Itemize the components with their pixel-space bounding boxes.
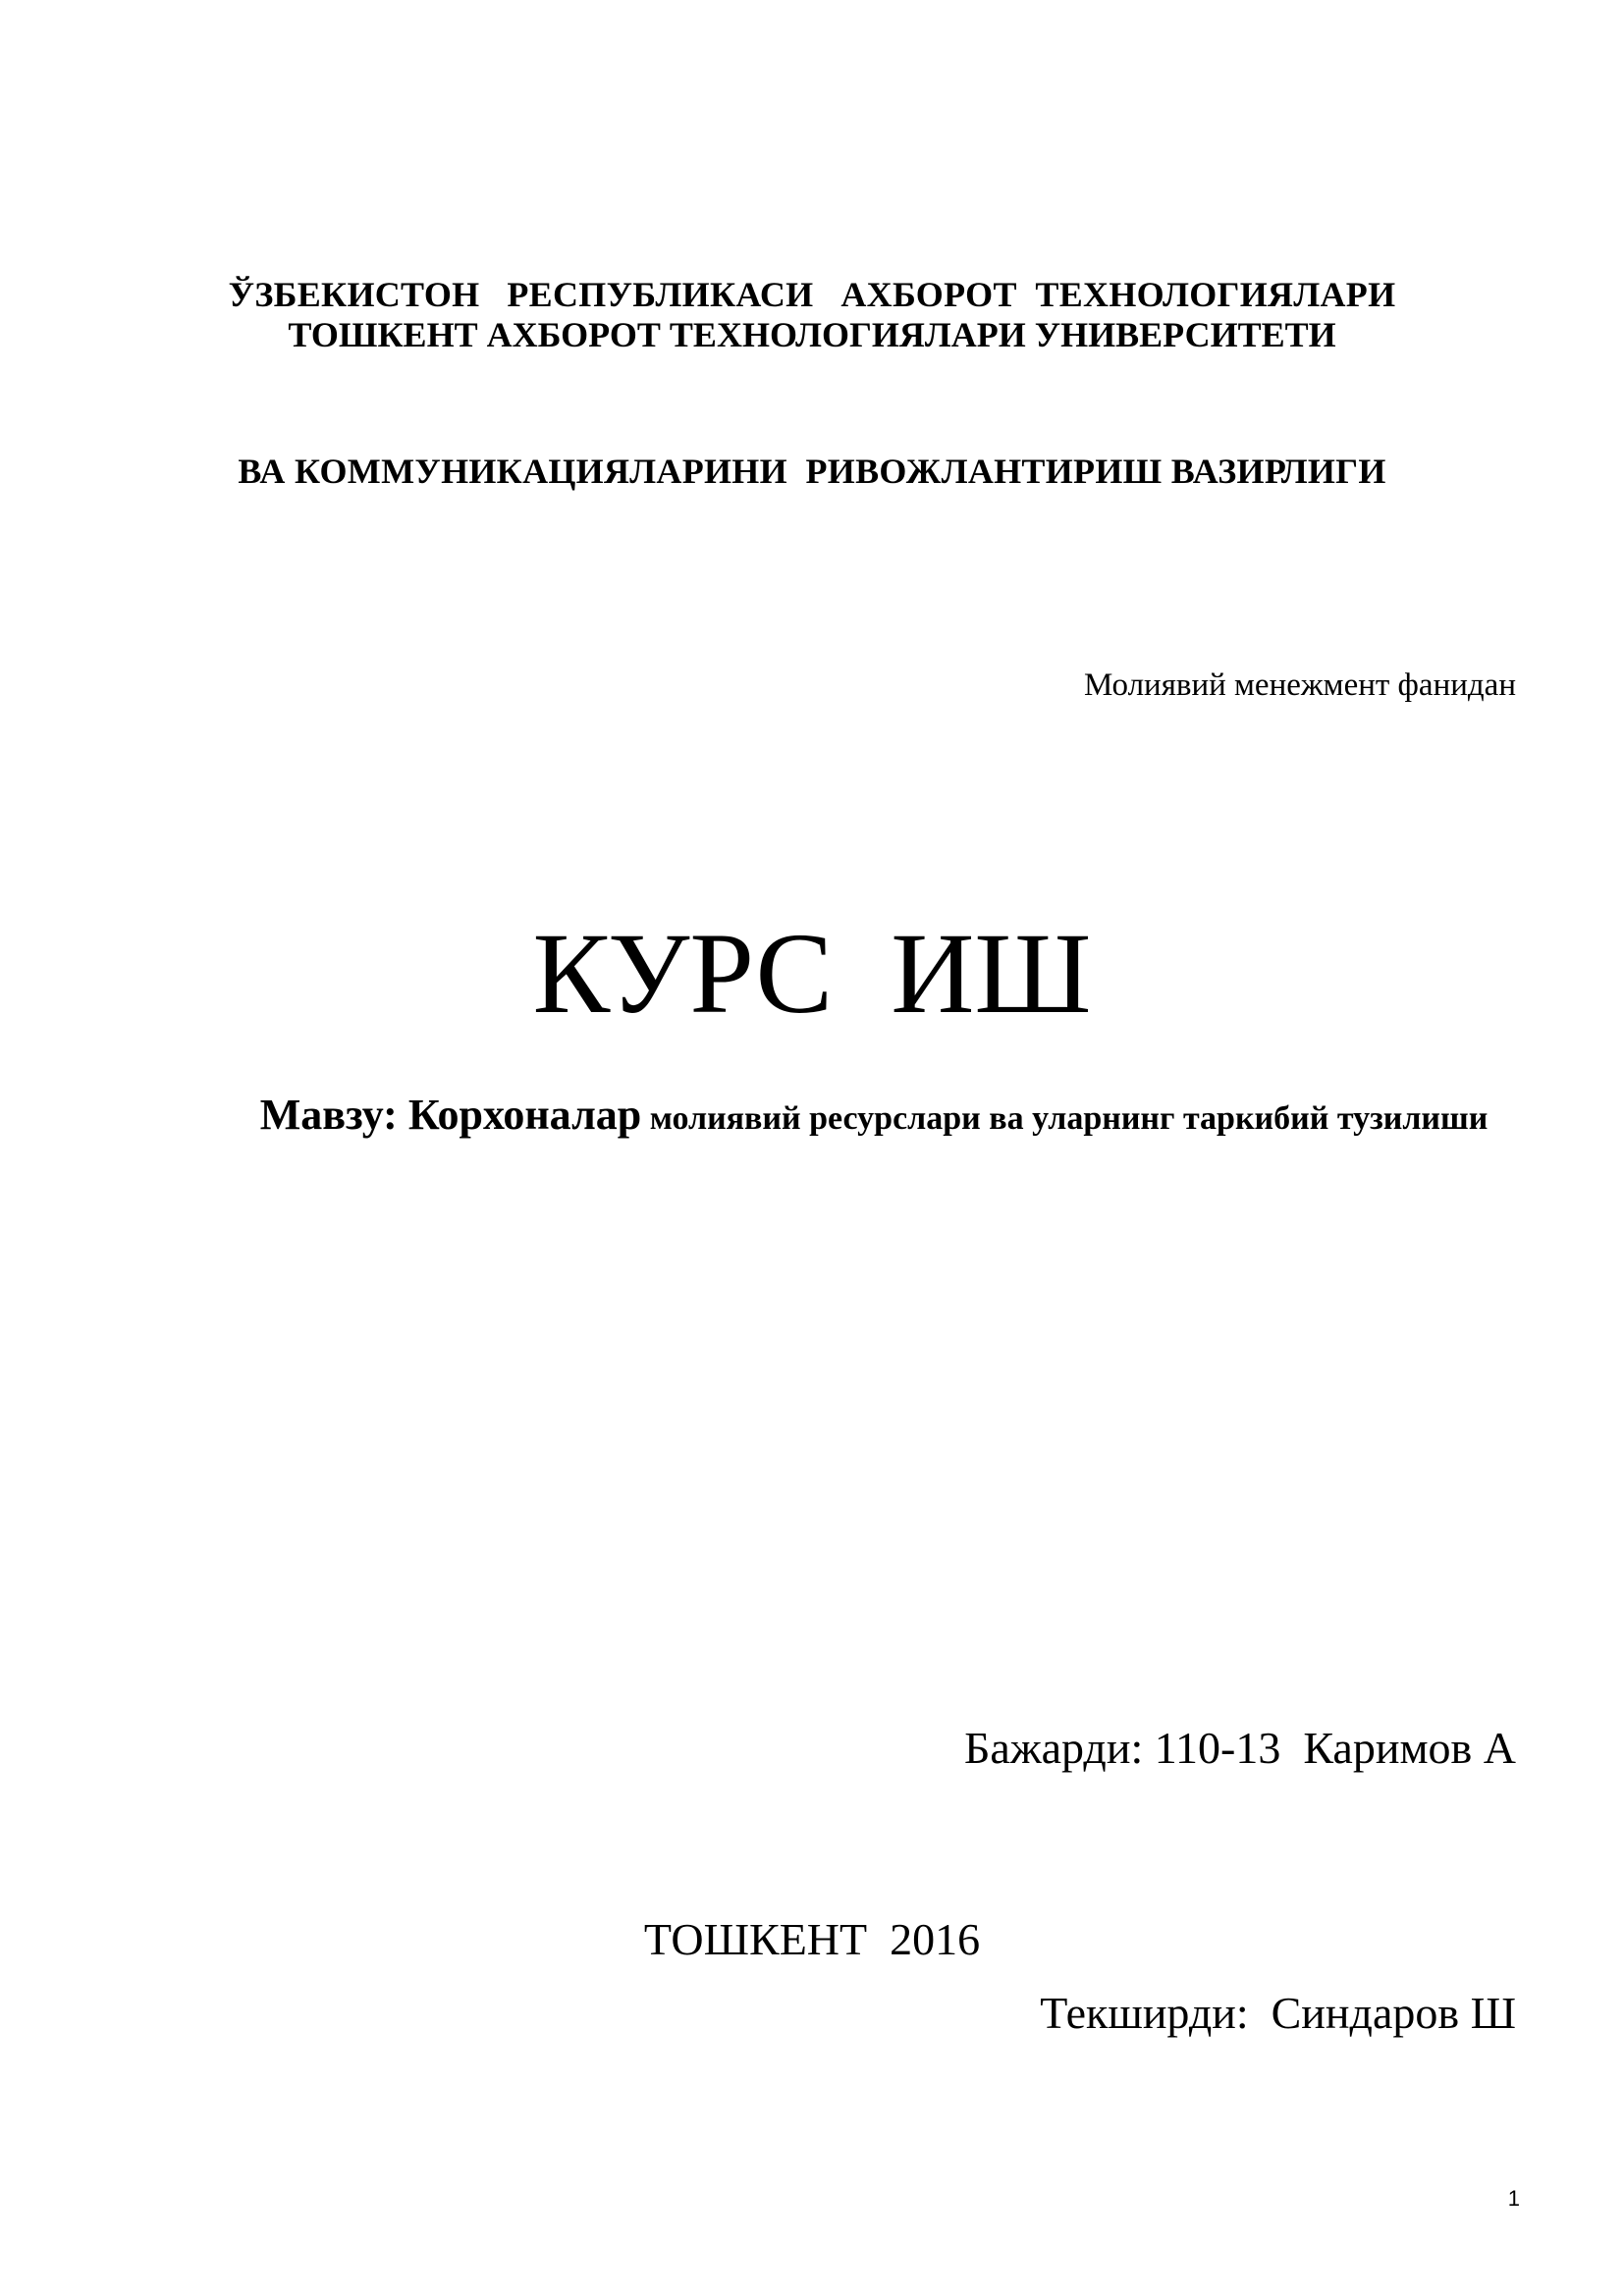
topic-block [236,1088,1512,1152]
signatures-block [964,1527,1516,2234]
checked-by: Текширди: Синдаров Ш [1040,1988,1516,2038]
topic-rest: молиявий ресурслари ва уларнинг таркибий тузилиши [641,1100,1489,1137]
document-title: КУРС ИШ [532,909,1092,1038]
university-heading: ТОШКЕНТ АХБОРОТ ТЕХНОЛОГИЯЛАРИ УНИВЕРСИТЕТИ [288,315,1336,354]
ministry-line-1: ЎЗБЕКИСТОН РЕСПУБЛИКАСИ АХБОРОТ ТЕХНОЛОГИЯЛАРИ [228,275,1396,314]
page-number: 1 [1507,2186,1520,2211]
ministry-heading [0,147,1624,618]
ministry-line-2: ВА КОММУНИКАЦИЯЛАРИНИ РИВОЖЛАНТИРИШ ВАЗИРЛИГИ [238,452,1386,491]
subject-line: Молиявий менежмент фанидан [1084,667,1516,703]
city-year: ТОШКЕНТ 2016 [643,1914,981,1964]
performed-by: Бажарди: 110-13 Каримов А [964,1723,1516,1773]
topic-lead: Мавзу: Корхоналар [259,1091,642,1139]
